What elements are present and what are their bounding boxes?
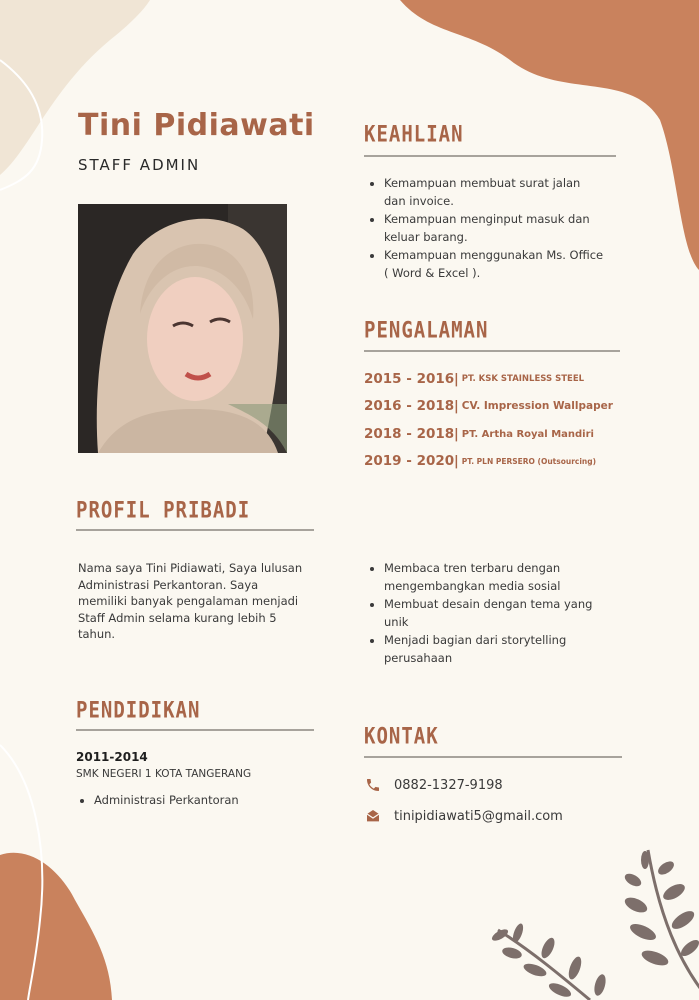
phone-number[interactable]: 0882-1327-9198 (394, 777, 503, 793)
profile-text: Nama saya Tini Pidiawati, Saya lulusan Administrasi Perkantoran. Saya memiliki banyak pengalaman menjadi Staff Admin selama kurang lebih 5 tahun. (78, 561, 303, 641)
phone-icon (365, 777, 381, 793)
experience-company: PT. KSK STAINLESS STEEL (461, 374, 585, 384)
contact-heading: KONTAK (364, 724, 439, 750)
leaf-branch-right (623, 850, 699, 988)
list-item: • Membuat desain dengan tema yang unik (384, 595, 614, 631)
contact-email (365, 808, 563, 824)
experience-row: 2018 - 2018 | PT. Artha Royal Mandiri (364, 426, 594, 442)
interests-list (366, 559, 614, 667)
profile-heading: PROFIL PRIBADI (76, 498, 251, 524)
experience-years: 2016 - 2018 (364, 398, 455, 414)
bottom-left-blob (0, 853, 112, 1000)
education-list (76, 791, 324, 809)
experience-company: PT. Artha Royal Mandiri (461, 428, 594, 440)
contact-divider (364, 756, 622, 758)
experience-row: 2015 - 2016 | PT. KSK STAINLESS STEEL (364, 371, 585, 387)
leaf-branch-bottom (490, 922, 607, 1000)
experience-divider (364, 350, 620, 352)
experience-row: 2019 - 2020 | PT. PLN PERSERO (Outsourcing) (364, 453, 597, 469)
list-item: • Membaca tren terbaru dengan mengembangkan media sosial (384, 559, 614, 595)
email-address[interactable]: tinipidiawati5@gmail.com (394, 808, 563, 824)
list-item: • Administrasi Perkantoran (94, 791, 324, 809)
education-divider (76, 729, 314, 731)
list-item: • Kemampuan menggunakan Ms. Office ( Word & Excel ). (384, 246, 604, 282)
top-left-blob (0, 0, 150, 175)
skills-list (366, 174, 604, 282)
education-school: SMK NEGERI 1 KOTA TANGERANG (76, 768, 252, 780)
experience-years: 2015 - 2016 (364, 371, 455, 387)
skills-divider (364, 155, 616, 157)
profile-photo (78, 204, 287, 453)
education-heading: PENDIDIKAN (76, 698, 201, 724)
contact-phone (365, 777, 503, 793)
email-icon (365, 808, 381, 824)
job-title: STAFF ADMIN (78, 156, 201, 174)
list-item: • Menjadi bagian dari storytelling perusahaan (384, 631, 614, 667)
experience-years: 2019 - 2020 (364, 453, 455, 469)
list-item: • Kemampuan membuat surat jalan dan invoice. (384, 174, 604, 210)
profile-divider (76, 529, 314, 531)
education-years: 2011-2014 (76, 750, 148, 764)
candidate-name: Tini Pidiawati (78, 108, 315, 143)
skills-heading: KEAHLIAN (364, 122, 464, 148)
experience-company: PT. PLN PERSERO (Outsourcing) (461, 456, 597, 466)
experience-heading: PENGALAMAN (364, 318, 489, 344)
experience-company: CV. Impression Wallpaper (461, 400, 613, 412)
experience-years: 2018 - 2018 (364, 426, 455, 442)
experience-row: 2016 - 2018 | CV. Impression Wallpaper (364, 398, 613, 414)
list-item: • Kemampuan menginput masuk dan keluar barang. (384, 210, 604, 246)
